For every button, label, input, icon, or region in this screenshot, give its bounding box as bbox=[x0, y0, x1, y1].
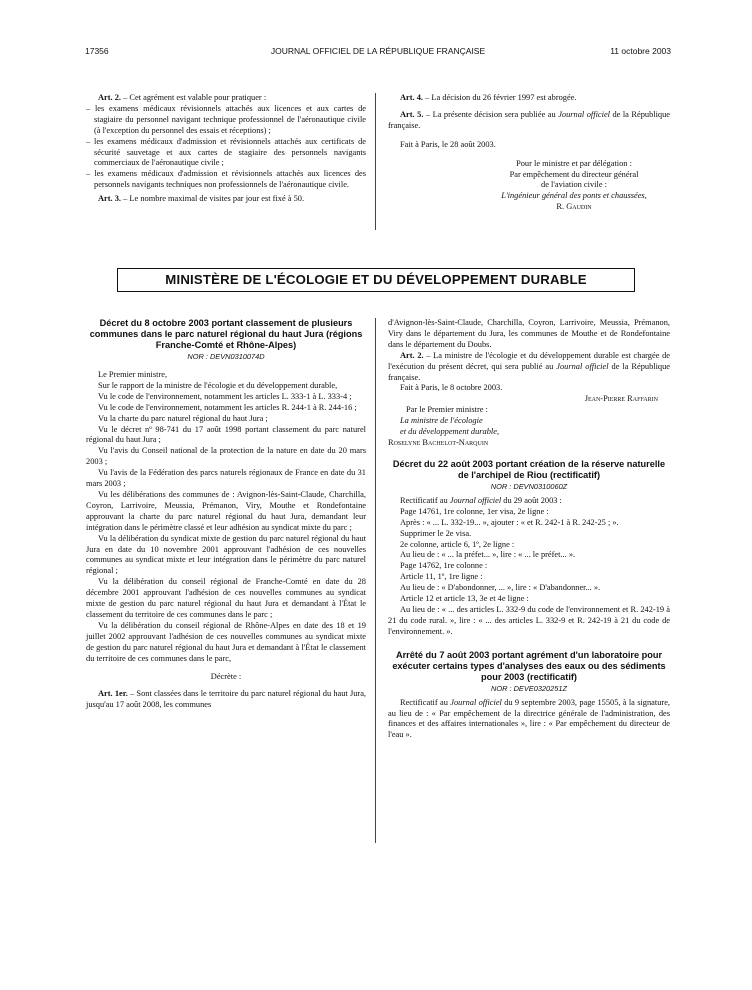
nor-code: NOR : DEVE0320251Z bbox=[491, 683, 567, 693]
issue-date: 11 octobre 2003 bbox=[610, 46, 671, 56]
list-item: – les examens médicaux révisionnels attachés aux licences et aux cartes de stagiaire du personnel navigant technique professionnel de l'aéronautique civile (à l'exception du personnel des essais et réceptions) ; bbox=[86, 103, 366, 135]
correction-line: Page 14761, 1re colonne, 1er visa, 2e ligne : bbox=[400, 506, 549, 516]
rectificatif-text: Rectificatif au bbox=[400, 495, 450, 505]
article-text: – La décision du 26 février 1997 est abrogée. bbox=[423, 93, 577, 102]
signature-line: Par empêchement du directeur général bbox=[509, 169, 639, 179]
visa-paragraph: Vu le code de l'environnement, notamment les articles R. 244-1 à R. 244-16 ; bbox=[98, 402, 357, 412]
article-text: de la République française. bbox=[388, 109, 671, 130]
decree-title: Décret du 22 août 2003 portant création de la réserve naturelle de l'archipel de Riou (rectificatif) bbox=[392, 458, 666, 480]
fait-line: Fait à Paris, le 8 octobre 2003. bbox=[400, 383, 503, 393]
bottom-left-column bbox=[86, 318, 366, 711]
column-divider bbox=[375, 93, 376, 230]
correction-line: Article 11, 1º, 1re ligne : bbox=[400, 572, 483, 582]
bottom-right-column bbox=[388, 318, 670, 741]
correction-line: Après : « ... L. 332-19... », ajouter : « et R. 242-1 à R. 242-25 ; ». bbox=[400, 517, 619, 527]
signature-line: Par le Premier ministre : bbox=[406, 405, 488, 415]
decree-title: Décret du 8 octobre 2003 portant classement de plusieurs communes dans le parc naturel régional du haut Jura (régions Franche-Comté et Rhône-Alpes) bbox=[89, 318, 363, 350]
journal-name: Journal officiel bbox=[558, 109, 610, 119]
list-item: – les examens médicaux d'admission et révisionnels attachés aux certificats de sécurité sauvetage et aux cartes de stagiaire des personnels navigants commerciaux de l'aéronautique civile ; bbox=[86, 136, 366, 168]
visa-paragraph: Vu la délibération du syndicat mixte de gestion du parc naturel régional du haut Jura en date du 10 novembre 2001 approuvant l'adhésion de ces nouvelles communes au syndicat mixte et leur intégration dans le périmètre du parc naturel régional ; bbox=[86, 533, 366, 576]
journal-name: Journal officiel bbox=[450, 697, 502, 707]
nor-reference bbox=[86, 351, 366, 362]
nor-code: NOR : DEVN0310060Z bbox=[490, 481, 568, 491]
rectificatif-text: du 29 août 2003 : bbox=[501, 495, 562, 505]
rectificatif-text: Rectificatif au bbox=[400, 697, 451, 707]
article-text: – Le nombre maximal de visites par jour est fixé à 50. bbox=[121, 194, 305, 204]
column-divider bbox=[375, 318, 376, 843]
article-text: – Sont classées dans le territoire du parc naturel régional du haut Jura, jusqu'au 17 août 2008, les communes bbox=[86, 689, 367, 710]
nor-reference bbox=[388, 481, 670, 492]
minister-title: et du développement durable, bbox=[400, 427, 500, 437]
visa-paragraph: Vu l'avis du Conseil national de la protection de la nature en date du 20 mars 2003 ; bbox=[86, 446, 366, 467]
top-left-column bbox=[86, 93, 366, 205]
article-label: Art. 3. bbox=[98, 194, 122, 204]
visa-paragraph: Vu la délibération du conseil régional de Rhône-Alpes en date des 18 et 19 juillet 2002 approuvant l'adhésion de ces nouvelles communes au syndicat mixte de gestion du parc naturel régional du haut Jura et demandant à l'État le classement du territoire de ces communes dans le parc, bbox=[86, 620, 366, 663]
visa-paragraph: Vu les délibérations des communes de : Avignon-lès-Saint-Claude, Charchilla, Coyron, Larrivoire, Meussia, Prémanon, Viry, Mouthe et Rondefontaine approuvant la charte du parc naturel régional du haut Jura, demandant leur intégration dans le périmètre classé et leur adhésion au syndicat mixte du parc ; bbox=[86, 489, 366, 532]
nor-code: NOR : DEVN0310074D bbox=[187, 352, 265, 361]
arrete-title: Arrêté du 7 août 2003 portant agrément d'un laboratoire pour exécuter certains types d'analyses des eaux ou des sédiments pour 2003 (rectificatif) bbox=[392, 649, 666, 682]
signature-block bbox=[388, 159, 670, 214]
visa-paragraph: Vu le décret nº 98-741 du 17 août 1998 portant classement du parc naturel régional du haut Jura ; bbox=[86, 424, 366, 445]
article-continuation: d'Avignon-lès-Saint-Claude, Charchilla, Coyron, Larrivoire, Meussia, Prémanon, Viry dans le département du Jura, les communes de Mouthe et de Rondefontaine dans le département du Doubs. bbox=[388, 318, 670, 349]
correction-line: Au lieu de : « D'abondonner, ... », lire : « D'abandonner... ». bbox=[400, 583, 601, 593]
article-text: – La présente décision sera publiée au bbox=[423, 109, 559, 119]
article-text: de la République française. bbox=[388, 361, 671, 382]
journal-name: Journal officiel bbox=[556, 361, 609, 371]
fait-line: Fait à Paris, le 28 août 2003. bbox=[400, 139, 496, 149]
correction-line: 2e colonne, article 6, 1º, 2e ligne : bbox=[400, 539, 515, 549]
correction-line: Au lieu de : « ... la préfet... », lire : « ... le préfet... ». bbox=[400, 550, 576, 560]
article-text: – La ministre de l'écologie et du développement durable est chargée de l'exécution du présent décret, qui sera publié au bbox=[388, 350, 670, 371]
article-text: – Cet agrément est valable pour pratiquer : bbox=[121, 93, 267, 102]
signature-line: de l'aviation civile : bbox=[541, 180, 607, 190]
signature-line: Pour le ministre et par délégation : bbox=[516, 158, 632, 168]
visa-paragraph: Vu le code de l'environnement, notamment les articles L. 333-1 à L. 333-4 ; bbox=[98, 391, 352, 401]
signatory-name: R. Gaudin bbox=[556, 202, 592, 212]
visa-paragraph: Vu la délibération du conseil régional de Franche-Comté en date du 28 décembre 2001 approuvant l'adhésion de ces nouvelles communes au syndicat mixte de gestion du parc naturel régional du haut Jura et demandant à l'État le classement du territoire de ces communes dans le parc ; bbox=[86, 577, 366, 619]
minister-title: La ministre de l'écologie bbox=[400, 416, 483, 426]
visa-paragraph: Sur le rapport de la ministre de l'écologie et du développement durable, bbox=[98, 380, 338, 390]
decrete-line: Décrète : bbox=[210, 672, 242, 682]
visa-paragraph: Vu la charte du parc naturel régional du haut Jura ; bbox=[98, 413, 268, 423]
rectificatif-text: du 9 septembre 2003, page 15505, à la signature, au lieu de : « Par empêchement de la directrice générale de l'administration, des finances et des affaires internationales », lire : « Par empêchement du directeur de l'eau ». bbox=[388, 697, 671, 740]
page-header bbox=[85, 46, 671, 58]
nor-reference bbox=[388, 683, 670, 694]
journal-name: Journal officiel bbox=[449, 495, 502, 505]
page-number: 17356 bbox=[85, 46, 109, 56]
correction-line: Page 14762, 1re colonne : bbox=[400, 561, 488, 571]
article-label: Art. 5. bbox=[400, 109, 424, 119]
article-label: Art. 4. bbox=[400, 93, 424, 102]
signature-title: L'ingénieur général des ponts et chaussées, bbox=[501, 191, 647, 201]
signatory-name: Jean-Pierre Raffarin bbox=[584, 394, 658, 404]
minister-name: Roselyne Bachelot-Narquin bbox=[388, 437, 489, 447]
minister-signature-block bbox=[388, 405, 670, 449]
visa-paragraph: Vu l'avis de la Fédération des parcs naturels régionaux de France en date du 31 mars 2003 ; bbox=[86, 468, 366, 489]
article-label: Art. 2. bbox=[98, 93, 122, 102]
top-right-column bbox=[388, 93, 670, 213]
correction-line: Supprimer le 2e visa. bbox=[400, 528, 472, 538]
visa-paragraph: Le Premier ministre, bbox=[98, 370, 168, 379]
list-item: – les examens médicaux d'admission et révisionnels attachés aux licences des personnels navigants techniques non professionnels de l'aéronautique civile. bbox=[86, 169, 366, 190]
journal-title: JOURNAL OFFICIEL DE LA RÉPUBLIQUE FRANÇAISE bbox=[270, 46, 486, 56]
ministry-banner: MINISTÈRE DE L'ÉCOLOGIE ET DU DÉVELOPPEMENT DURABLE bbox=[117, 268, 635, 292]
correction-line: Article 12 et article 13, 3e et 4e ligne : bbox=[400, 594, 529, 604]
article-label: Art. 2. bbox=[400, 350, 424, 360]
correction-line: Au lieu de : « ... des articles L. 332-9 du code de l'environnement et R. 242-19 à 21 du code rural. », lire : « ... des articles L. 332-9 et R. 242-19 à 21 du code de l'environnement. ». bbox=[388, 604, 670, 636]
article-label: Art. 1er. bbox=[98, 689, 128, 699]
